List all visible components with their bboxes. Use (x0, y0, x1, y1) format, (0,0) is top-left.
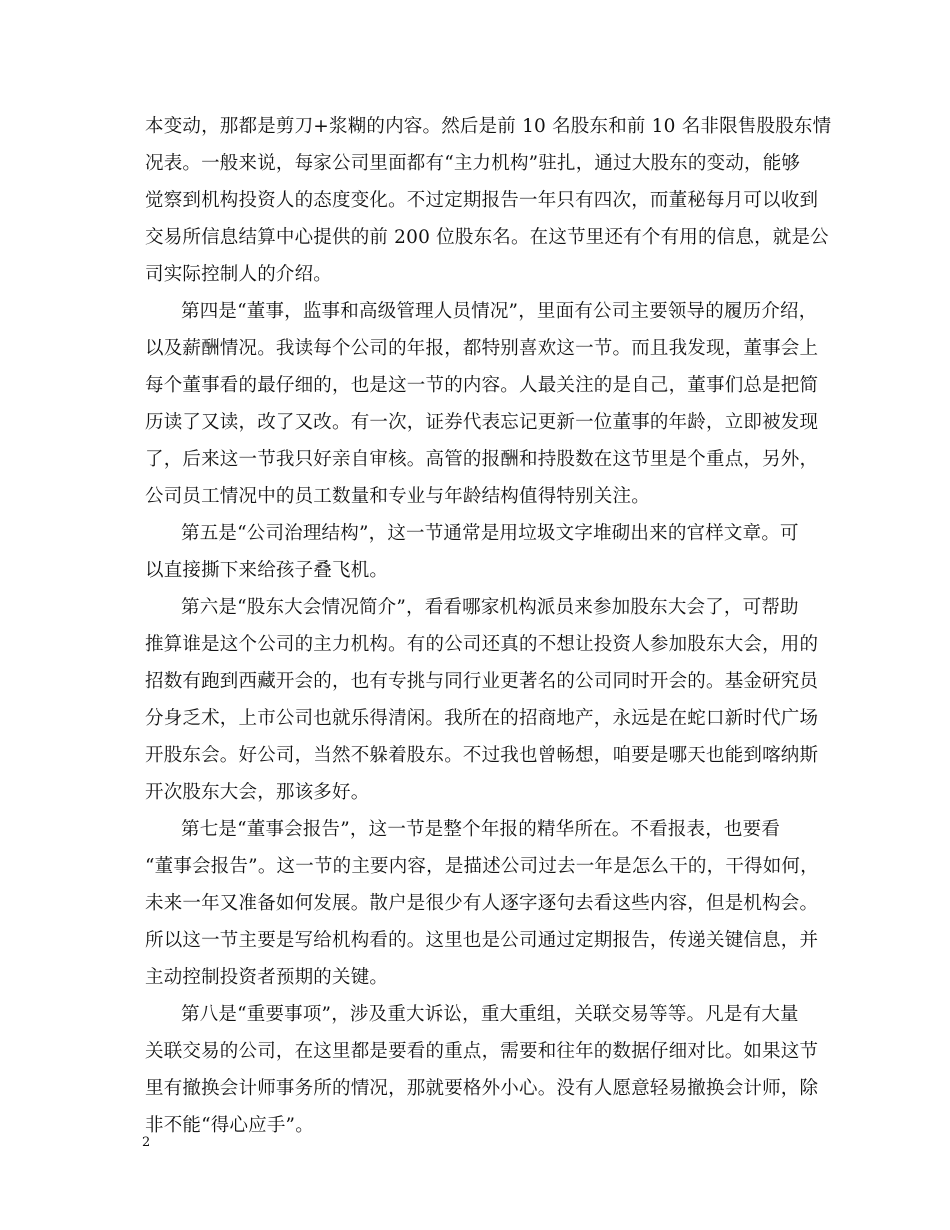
text-line: 主动控制投资者预期的关键。 (145, 967, 389, 988)
text-line: 司实际控制人的介绍。 (145, 264, 333, 285)
text-line: 况表。一般来说，每家公司里面都有“主力机构”驻扎，通过大股东的变动，能够 (145, 153, 801, 174)
text-line: 以及薪酬情况。我读每个公司的年报，都特别喜欢这一节。而且我发现，董事会上 (145, 338, 819, 359)
text-line: 本变动，那都是剪刀+浆糊的内容。然后是前 10 名股东和前 10 名非限售股股东情 (145, 116, 832, 137)
text-line: 里有撤换会计师事务所的情况，那就要格外小心。没有人愿意轻易撤换会计师，除 (145, 1078, 819, 1099)
text-line: 非不能“得心应手”。 (145, 1115, 314, 1136)
text-line: 所以这一节主要是写给机构看的。这里也是公司通过定期报告，传递关键信息，并 (145, 930, 819, 951)
text-line: 觉察到机构投资人的态度变化。不过定期报告一年只有四次，而董秘每月可以收到 (145, 190, 819, 211)
text-line: 了，后来这一节我只好亲自审核。高管的报酬和持股数在这节里是个重点，另外， (145, 449, 819, 470)
text-line: 分身乏术，上市公司也就乐得清闲。我所在的招商地产，永远是在蛇口新时代广场 (145, 708, 819, 729)
page-number: 2 (142, 1135, 151, 1150)
text-line: 以直接撕下来给孩子叠飞机。 (145, 560, 389, 581)
paragraph-first-line: 第五是“公司治理结构”，这一节通常是用垃圾文字堆砌出来的官样文章。可 (181, 523, 799, 544)
paragraph-first-line: 第四是“董事，监事和高级管理人员情况”，里面有公司主要领导的履历介绍， (181, 301, 818, 322)
paragraph-first-line: 第七是“董事会报告”，这一节是整个年报的精华所在。不看报表，也要看 (181, 819, 781, 840)
text-line: 历读了又读，改了又改。有一次，证券代表忘记更新一位董事的年龄，立即被发现 (145, 412, 819, 433)
text-line: 开股东会。好公司，当然不躲着股东。不过我也曾畅想，咱要是哪天也能到喀纳斯 (145, 745, 819, 766)
paragraph-first-line: 第六是“股东大会情况简介”，看看哪家机构派员来参加股东大会了，可帮助 (181, 597, 799, 618)
text-line: 未来一年又准备如何发展。散户是很少有人逐字逐句去看这些内容，但是机构会。 (145, 893, 819, 914)
text-line: 公司员工情况中的员工数量和专业与年龄结构值得特别关注。 (145, 486, 650, 507)
text-line: 关联交易的公司，在这里都是要看的重点，需要和往年的数据仔细对比。如果这节 (145, 1041, 819, 1062)
text-line: 每个董事看的最仔细的，也是这一节的内容。人最关注的是自己，董事们总是把简 (145, 375, 819, 396)
text-line: “董事会报告”。这一节的主要内容，是描述公司过去一年是怎么干的，干得如何， (145, 856, 819, 877)
text-line: 推算谁是这个公司的主力机构。有的公司还真的不想让投资人参加股东大会，用的 (145, 634, 819, 655)
text-line: 交易所信息结算中心提供的前 200 位股东名。在这节里还有个有用的信息，就是公 (145, 227, 829, 248)
text-line: 开次股东大会，那该多好。 (145, 782, 370, 803)
text-line: 招数有跑到西藏开会的，也有专挑与同行业更著名的公司同时开会的。基金研究员 (145, 671, 819, 692)
paragraph-first-line: 第八是“重要事项”，涉及重大诉讼，重大重组，关联交易等等。凡是有大量 (181, 1004, 799, 1025)
